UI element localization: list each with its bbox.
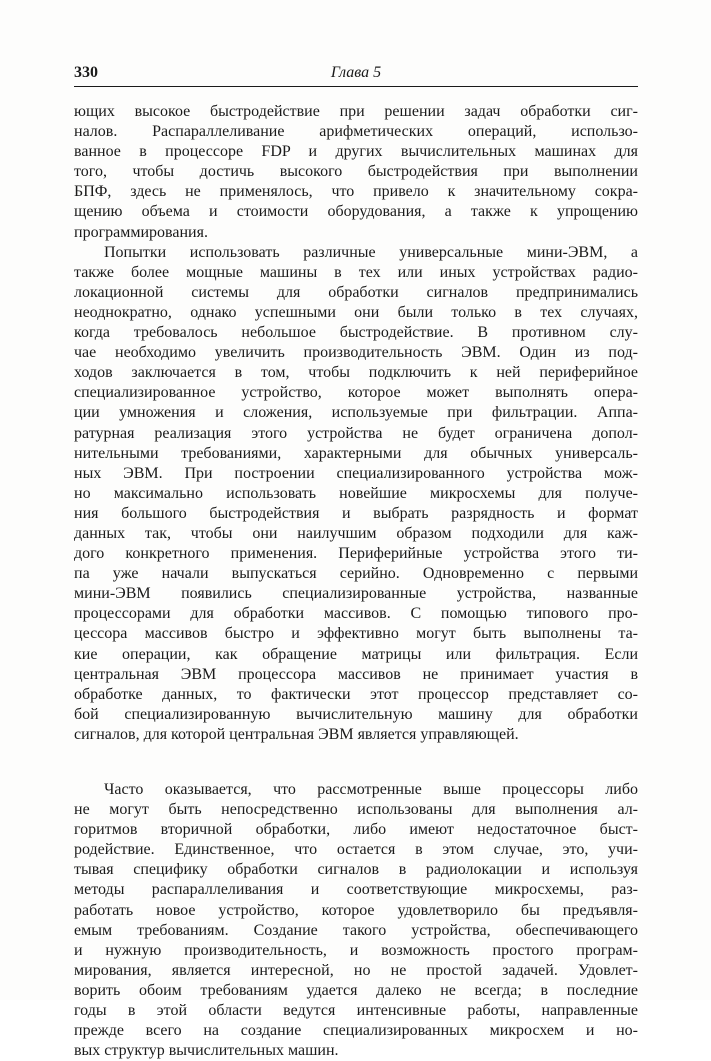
text-line: чае необходимо увеличить производительность ЭВМ. Один из под- <box>74 344 638 362</box>
text-line: и нужную производительность, и возможность простого програм- <box>74 941 638 959</box>
text-line: ванное в процессоре FDP и других вычислительных машинах для <box>74 143 638 161</box>
text-line: того, чтобы достичь высокого быстродействия при выполнении <box>74 163 638 181</box>
text-line: программирования. <box>74 223 208 241</box>
text-line: дого конкретного применения. Периферийные устройства этого ти- <box>74 545 638 563</box>
text-line: емым требованиям. Создание такого устройства, обеспечивающего <box>74 921 638 939</box>
text-line: не могут быть непосредственно использованы для выполнения ал- <box>74 801 638 819</box>
page-number: 330 <box>74 64 98 81</box>
text-line: данных так, чтобы они наилучшим образом подходили для каж- <box>74 524 638 542</box>
text-line: ходов заключается в том, чтобы подключить к ней периферийное <box>74 364 638 382</box>
text-line: мини-ЭВМ появились специализированные устройства, названные <box>74 585 638 603</box>
paragraph <box>74 243 638 745</box>
paragraph <box>74 102 638 243</box>
text-line: бой специализированную вычислительную машину для обработки <box>74 705 638 723</box>
text-line: но максимально использовать новейшие микросхемы для получе- <box>74 484 638 502</box>
text-line: центральная ЭВМ процессора массивов не принимает участия в <box>74 665 638 683</box>
text-line: прежде всего на создание специализированных микросхем и но- <box>74 1022 638 1040</box>
text-line: неоднократно, однако успешными они были только в тех случаях, <box>74 303 638 321</box>
text-line: обработке данных, то фактически этот процессор представляет со- <box>74 685 638 703</box>
text-line: ратурная реализация этого устройства не будет ограничена допол- <box>74 424 638 442</box>
text-line: Попытки использовать различные универсальные мини-ЭВМ, а <box>104 243 638 261</box>
text-line: нительными требованиями, характерными для обычных универсаль- <box>74 444 638 462</box>
text-line: ющих высокое быстродействие при решении задач обработки сиг- <box>74 103 638 120</box>
text-line: па уже начали выпускаться серийно. Одновременно с первыми <box>74 565 638 583</box>
text-line: горитмов вторичной обработки, либо имеют недостаточное быст- <box>74 821 638 839</box>
text-line: когда требовалось небольшое быстродействие. В противном слу- <box>74 324 638 342</box>
text-line: кие операции, как обращение матрицы или фильтрация. Если <box>74 645 638 663</box>
body-text <box>74 102 638 1061</box>
text-line: БПФ, здесь не применялось, что привело к значительному сокра- <box>74 183 638 201</box>
text-line: специализированное устройство, которое может выполнять опера- <box>74 384 638 402</box>
text-line: Часто оказывается, что рассмотренные выше процессоры либо <box>104 781 638 798</box>
paragraph <box>74 780 638 1061</box>
text-line: локационной системы для обработки сигналов предпринимались <box>74 283 638 301</box>
text-line: сигналов, для которой центральная ЭВМ является управляющей. <box>74 725 519 743</box>
text-line: мирования, является интересной, но не простой задачей. Удовлет- <box>74 961 638 979</box>
text-line: процессорами для обработки массивов. С помощью типового про- <box>74 605 638 623</box>
text-line: ции умножения и сложения, используемые при фильтрации. Аппа- <box>74 404 638 422</box>
text-line: родействие. Единственное, что остается в этом случае, это, учи- <box>74 841 638 859</box>
header-rule <box>74 86 638 87</box>
text-line: методы распараллеливания и соответствующие микросхемы, раз- <box>74 881 638 899</box>
text-line: работать новое устройство, которое удовлетворило бы предъявля- <box>74 901 638 919</box>
text-line: цессора массивов быстро и эффективно могут быть выполнены та- <box>74 625 638 643</box>
text-line: ворить обоим требованиям удается далеко не всегда; в последние <box>74 981 638 999</box>
text-line: вых структур вычислительных машин. <box>74 1042 339 1060</box>
text-line: также более мощные машины в тех или иных устройствах радио- <box>74 263 638 281</box>
page-header <box>74 64 638 88</box>
text-line: годы в этой области ведутся интенсивные работы, направленные <box>74 1002 638 1020</box>
text-line: налов. Распараллеливание арифметических операций, использо- <box>74 123 638 141</box>
paragraph-gap <box>74 745 638 780</box>
text-line: тывая специфику обработки сигналов в радиолокации и используя <box>74 861 638 879</box>
text-line: щению объема и стоимости оборудования, а также к упрощению <box>74 203 638 221</box>
text-line: ния большого быстродействия и выбрать разрядность и формат <box>74 504 638 522</box>
text-line: ных ЭВМ. При построении специализированного устройства мож- <box>74 464 638 482</box>
chapter-title: Глава 5 <box>330 64 382 81</box>
